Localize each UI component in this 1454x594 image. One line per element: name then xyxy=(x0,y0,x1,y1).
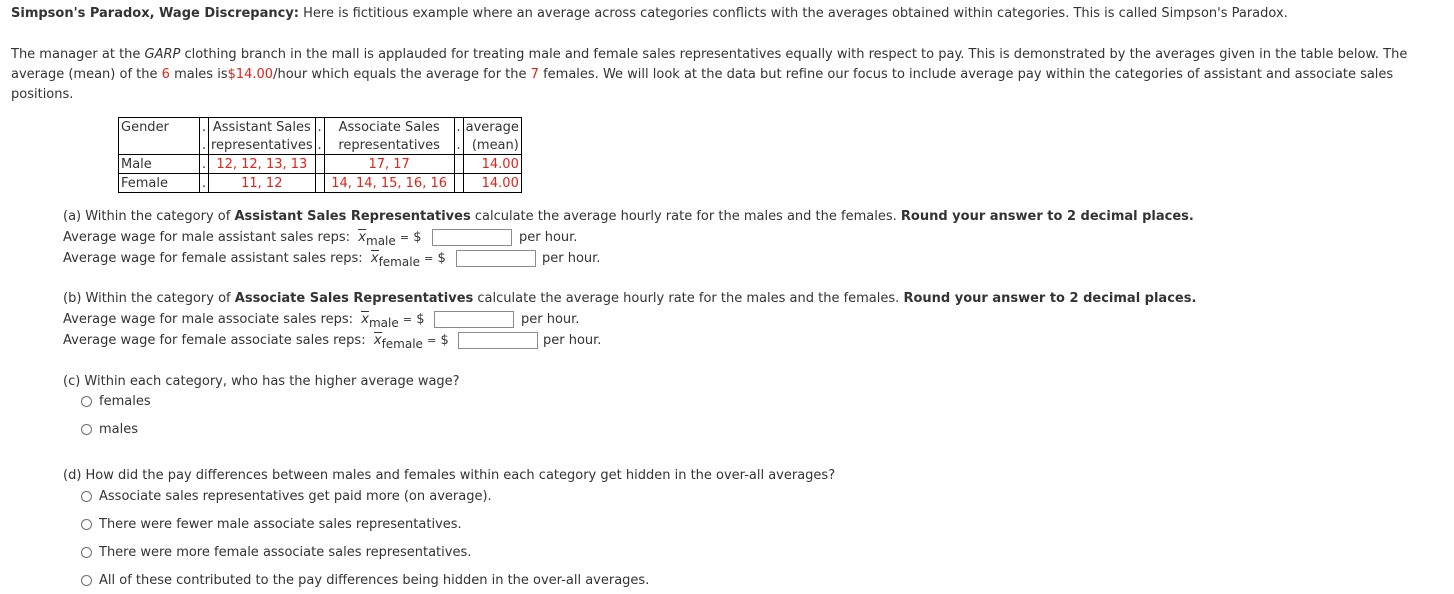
question-text: calculate the average hourly rate for the males and the females. xyxy=(474,209,897,224)
header-average-2: (mean) xyxy=(463,136,521,155)
table-row xyxy=(119,174,522,193)
cell-associate: 17, 17 xyxy=(324,155,454,174)
option-label: Associate sales representatives get paid more (on average). xyxy=(99,488,492,504)
spacer-dot: . xyxy=(315,118,324,137)
header-associate: Associate Sales xyxy=(324,118,454,137)
header-gender-blank xyxy=(119,136,200,155)
dollar-sign: $ xyxy=(413,230,422,245)
part-a-male-input[interactable] xyxy=(432,229,512,246)
part-c-option-males[interactable] xyxy=(81,420,138,438)
dollar-sign: $ xyxy=(437,251,446,266)
female-count: 7 xyxy=(530,67,539,82)
x-bar-symbol: x xyxy=(361,312,369,327)
question-text: calculate the average hourly rate for the males and the females. xyxy=(477,291,900,306)
part-d-question: (d) How did the pay differences between males and females within each category get hidden in the over-all averages? xyxy=(63,468,836,483)
radio-button[interactable] xyxy=(81,491,92,502)
answer-label: Average wage for male associate sales reps: xyxy=(63,312,354,327)
part-d-option-4[interactable] xyxy=(81,571,649,589)
spacer-dot: . xyxy=(200,155,209,174)
equals-sign: = xyxy=(424,252,434,265)
table-header-row-2 xyxy=(119,136,522,155)
part-b-male-row xyxy=(63,311,425,332)
spacer-dot: . xyxy=(200,118,209,137)
option-label: There were more female associate sales representatives. xyxy=(99,544,472,560)
table-row xyxy=(119,155,522,174)
spacer-dot xyxy=(454,174,463,193)
spacer-dot: . xyxy=(315,136,324,155)
part-c-option-females[interactable] xyxy=(81,392,151,410)
per-hour-label: per hour. xyxy=(543,333,602,348)
intro-line xyxy=(11,6,1288,21)
spacer-dot xyxy=(315,174,324,193)
option-label: females xyxy=(99,393,151,409)
part-b-question xyxy=(63,290,1196,308)
header-associate-2: representatives xyxy=(324,136,454,155)
cell-average: 14.00 xyxy=(463,155,521,174)
radio-button[interactable] xyxy=(81,424,92,435)
spacer-dot: . xyxy=(200,136,209,155)
cell-average: 14.00 xyxy=(463,174,521,193)
equals-sign: = xyxy=(402,313,413,326)
part-a-male-row xyxy=(63,229,422,250)
question-category: Assistant Sales Representatives xyxy=(234,209,471,224)
header-assistant: Assistant Sales xyxy=(209,118,316,137)
spacer-dot: . xyxy=(454,136,463,155)
spacer-dot: . xyxy=(200,174,209,193)
x-bar-symbol: x xyxy=(370,251,379,266)
part-d-option-3[interactable] xyxy=(81,543,471,561)
round-instruction: Round your answer to 2 decimal places. xyxy=(900,209,1194,224)
equals-sign: = xyxy=(399,231,410,244)
radio-button[interactable] xyxy=(81,396,92,407)
intro-title: Simpson's Paradox, Wage Discrepancy: xyxy=(11,6,299,21)
company-name: GARP xyxy=(144,47,181,62)
table-header-row-1 xyxy=(119,118,522,137)
answer-label: Average wage for female assistant sales reps: xyxy=(63,251,363,266)
scenario-text: clothing branch in the mall is applauded for treating male and female sales representatives equally with respect to pay. This is demonstrated by the averages given in the table below. The average (mean) of the xyxy=(11,47,1408,82)
subscript: female xyxy=(378,255,420,269)
dollar-sign: $ xyxy=(440,333,449,348)
option-label: All of these contributed to the pay differences being hidden in the over-all averages. xyxy=(99,572,650,588)
cell-gender: Male xyxy=(119,155,200,174)
cell-gender: Female xyxy=(119,174,200,193)
per-hour-label: per hour. xyxy=(542,251,601,266)
part-a-female-row xyxy=(63,250,446,271)
option-label: males xyxy=(99,421,139,437)
option-label: There were fewer male associate sales representatives. xyxy=(99,516,462,532)
overall-average: $14.00 xyxy=(227,67,274,82)
scenario-text: /hour which equals the average for the xyxy=(273,67,527,82)
question-text: (b) Within the category of xyxy=(63,291,231,306)
scenario-text: The manager at the xyxy=(11,47,141,62)
round-instruction: Round your answer to 2 decimal places. xyxy=(903,291,1197,306)
part-a-question xyxy=(63,208,1194,226)
equals-sign: = xyxy=(427,334,437,347)
spacer-dot xyxy=(315,155,324,174)
spacer-dot xyxy=(454,155,463,174)
subscript: female xyxy=(381,337,423,351)
radio-button[interactable] xyxy=(81,519,92,530)
answer-label: Average wage for female associate sales reps: xyxy=(63,333,366,348)
x-bar-symbol: x xyxy=(358,230,366,245)
answer-label: Average wage for male assistant sales reps: xyxy=(63,230,351,245)
per-hour-label: per hour. xyxy=(519,230,578,245)
part-d-option-2[interactable] xyxy=(81,515,462,533)
spacer-dot: . xyxy=(454,118,463,137)
radio-button[interactable] xyxy=(81,547,92,558)
male-count: 6 xyxy=(161,67,170,82)
part-b-male-input[interactable] xyxy=(434,311,514,328)
part-b-female-row xyxy=(63,332,449,353)
header-average: average xyxy=(463,118,521,137)
part-a-female-input[interactable] xyxy=(456,250,536,267)
intro-text: Here is fictitious example where an average across categories conflicts with the averages obtained within categories. This is called Simpson's Paradox. xyxy=(303,6,1288,21)
part-d-option-1[interactable] xyxy=(81,487,492,505)
cell-associate: 14, 14, 15, 16, 16 xyxy=(324,174,454,193)
scenario-paragraph xyxy=(11,45,1431,105)
scenario-text: females. We will look at the data but refine our focus to include average pay within the categories of assistant and associate sales positions. xyxy=(11,67,1394,102)
question-text: (a) Within the category of xyxy=(63,209,231,224)
subscript: male xyxy=(368,316,399,330)
dollar-sign: $ xyxy=(416,312,425,327)
cell-assistant: 12, 12, 13, 13 xyxy=(209,155,316,174)
part-b-female-input[interactable] xyxy=(458,332,538,349)
wage-table xyxy=(118,117,522,193)
subscript: male xyxy=(366,234,396,248)
x-bar-symbol: x xyxy=(373,333,382,348)
header-gender: Gender xyxy=(119,118,200,137)
radio-button[interactable] xyxy=(81,575,92,586)
part-c-question: (c) Within each category, who has the higher average wage? xyxy=(63,374,460,389)
question-category: Associate Sales Representatives xyxy=(234,291,474,306)
cell-assistant: 11, 12 xyxy=(209,174,316,193)
scenario-text: males is xyxy=(174,67,228,82)
per-hour-label: per hour. xyxy=(521,312,580,327)
header-assistant-2: representatives xyxy=(209,136,316,155)
